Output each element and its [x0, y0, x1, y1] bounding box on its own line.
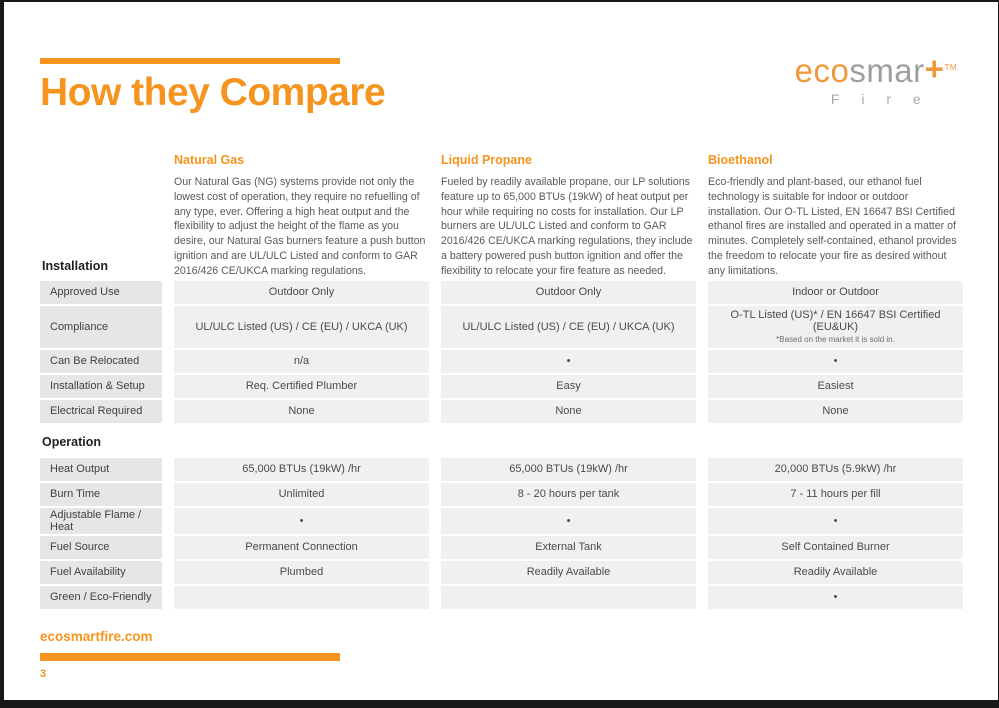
cell-bioethanol: Self Contained Burner [708, 536, 963, 559]
cell-bioethanol: • [708, 586, 963, 609]
row-label: Approved Use [40, 281, 162, 304]
cell-natural-gas: Plumbed [174, 561, 429, 584]
cell-liquid-propane: • [441, 350, 696, 373]
cell-bioethanol: Indoor or Outdoor [708, 281, 963, 304]
cell-bioethanol: 7 - 11 hours per fill [708, 483, 963, 506]
table-row [40, 458, 965, 481]
page-title: How they Compare [40, 71, 386, 114]
column-description-bioethanol: Eco-friendly and plant-based, our ethanol fuel technology is suitable for indoor or outdoor installation. Our O-TL Listed, EN 16647 BSI Certified ethanol fires are installed and operated in a matter of minutes. Completely self-contained, ethanol provides the freedom to relocate your fire as desired without any limitations. [708, 175, 957, 277]
table-row [40, 306, 965, 348]
table-row [40, 561, 965, 584]
cell-liquid-propane: Readily Available [441, 561, 696, 584]
cell-value: O-TL Listed (US)* / EN 16647 BSI Certified (EU&UK) [730, 309, 941, 334]
column-header-natural-gas: Natural Gas [174, 152, 245, 167]
logo-eco-text: eco [794, 52, 850, 89]
logo-trademark: TM [944, 63, 957, 72]
column-liquid-propane [441, 153, 696, 281]
cell-bioethanol: 20,000 BTUs (5.9kW) /hr [708, 458, 963, 481]
table-row [40, 400, 965, 423]
column-description-natural-gas: Our Natural Gas (NG) systems provide not only the lowest cost of operation, they require no refuelling of any type, ever. Offering a high heat output and the flexibility to adjust the height of the flame as you desire, our Natural Gas burners feature a push button ignition and are UL/ULC Listed and conform to GAR 2016/426 CE/UKCA marking regulations. [174, 175, 426, 277]
cell-liquid-propane [441, 586, 696, 609]
page-footer [40, 628, 965, 680]
cell-bioethanol [708, 306, 963, 348]
logo-wordmark [794, 50, 957, 89]
column-description-liquid-propane: Fueled by readily available propane, our LP solutions feature up to 65,000 BTUs (19kW) of heat output per hour while requiring no costs for installation. Our LP burners are UL/ULC Listed and conform to GAR 2016/426 CE/UKCA marking regulations, they include a battery powered push button ignition and offer the flexibility to relocate your fire feature as needed. [441, 175, 693, 277]
column-bioethanol [708, 153, 963, 281]
cell-natural-gas: None [174, 400, 429, 423]
row-label: Heat Output [40, 458, 162, 481]
table-row [40, 350, 965, 373]
logo-fire-text: F i r e [830, 91, 930, 107]
row-label: Can Be Relocated [40, 350, 162, 373]
cell-natural-gas: UL/ULC Listed (US) / CE (EU) / UKCA (UK) [174, 306, 429, 348]
table-row [40, 281, 965, 304]
table-row [40, 536, 965, 559]
cell-natural-gas: Permanent Connection [174, 536, 429, 559]
logo-smart-text: smar [849, 52, 925, 89]
table-row [40, 375, 965, 398]
row-label: Electrical Required [40, 400, 162, 423]
cell-natural-gas: n/a [174, 350, 429, 373]
cell-liquid-propane: 65,000 BTUs (19kW) /hr [441, 458, 696, 481]
section-title-operation: Operation [42, 434, 102, 449]
brand-logo [794, 50, 957, 107]
table-row [40, 508, 965, 534]
row-label: Compliance [40, 306, 162, 348]
row-label: Adjustable Flame / Heat [40, 508, 162, 534]
website-link[interactable]: ecosmartfire.com [40, 628, 153, 644]
cell-liquid-propane: • [441, 508, 696, 534]
cell-natural-gas [174, 586, 429, 609]
cell-liquid-propane: None [441, 400, 696, 423]
cell-bioethanol: • [708, 350, 963, 373]
table-row [40, 586, 965, 609]
cell-bioethanol: Readily Available [708, 561, 963, 584]
row-label: Fuel Source [40, 536, 162, 559]
cell-liquid-propane: UL/ULC Listed (US) / CE (EU) / UKCA (UK) [441, 306, 696, 348]
logo-plus-icon: + [924, 50, 945, 87]
cell-liquid-propane: External Tank [441, 536, 696, 559]
row-label: Fuel Availability [40, 561, 162, 584]
footer-accent-bar [40, 653, 340, 661]
column-header-liquid-propane: Liquid Propane [441, 152, 532, 167]
page-number: 3 [40, 667, 47, 680]
row-label: Green / Eco-Friendly [40, 586, 162, 609]
section-title-installation: Installation [42, 258, 108, 273]
document-page [4, 2, 998, 700]
cell-bioethanol: • [708, 508, 963, 534]
page-content [40, 2, 965, 700]
row-label: Burn Time [40, 483, 162, 506]
cell-liquid-propane: Easy [441, 375, 696, 398]
column-header-bioethanol: Bioethanol [708, 152, 773, 167]
installation-table [40, 281, 965, 423]
cell-bioethanol: None [708, 400, 963, 423]
row-label: Installation & Setup [40, 375, 162, 398]
cell-natural-gas: Unlimited [174, 483, 429, 506]
cell-natural-gas: • [174, 508, 429, 534]
cell-natural-gas: 65,000 BTUs (19kW) /hr [174, 458, 429, 481]
cell-bioethanol: Easiest [708, 375, 963, 398]
cell-natural-gas: Outdoor Only [174, 281, 429, 304]
column-natural-gas [174, 153, 429, 281]
operation-table [40, 458, 965, 609]
cell-liquid-propane: 8 - 20 hours per tank [441, 483, 696, 506]
title-accent-bar [40, 58, 340, 64]
intro-row [40, 153, 965, 281]
table-row [40, 483, 965, 506]
cell-footnote: *Based on the market it is sold in. [776, 335, 895, 345]
cell-natural-gas: Req. Certified Plumber [174, 375, 429, 398]
cell-liquid-propane: Outdoor Only [441, 281, 696, 304]
